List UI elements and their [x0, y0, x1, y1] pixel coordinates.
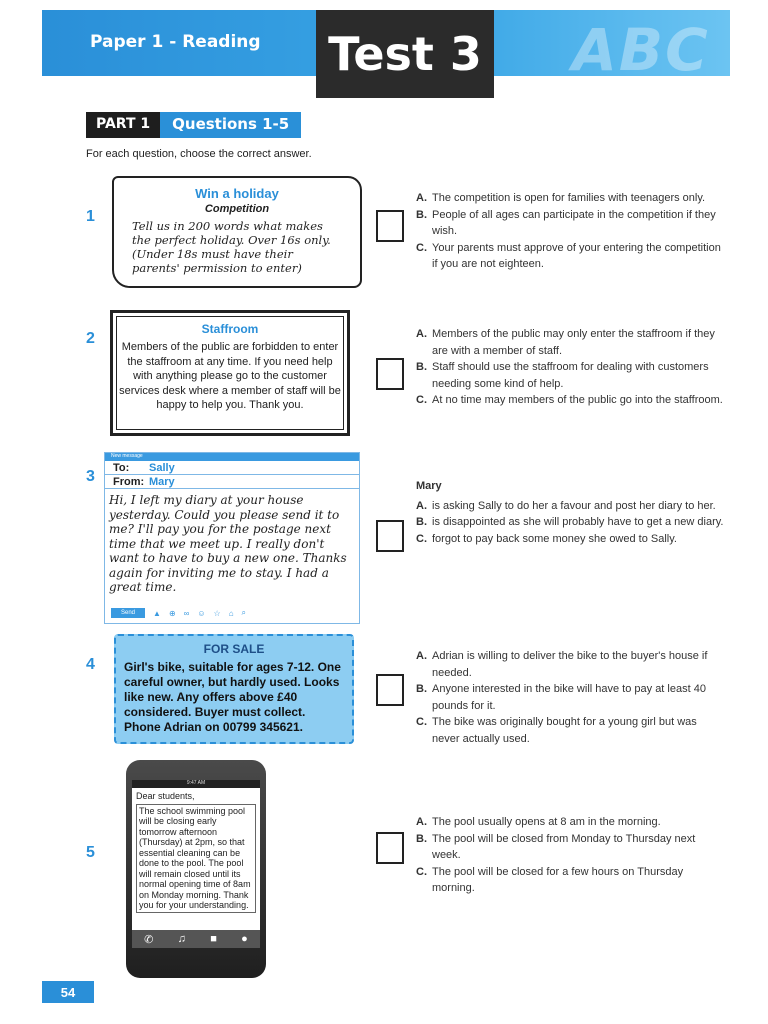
options-4	[416, 648, 726, 747]
answer-box-4[interactable]	[376, 674, 404, 706]
instruction: For each question, choose the correct answer.	[86, 148, 312, 160]
send-button[interactable]: Send	[111, 608, 145, 618]
email-toolbar	[111, 607, 353, 619]
notice-title: Win a holiday	[195, 186, 279, 201]
notice-title: FOR SALE	[203, 642, 265, 656]
phone-dock	[132, 930, 260, 948]
email-titlebar: New message	[105, 453, 359, 461]
phone-image	[126, 760, 266, 978]
email-body: Hi, I left my diary at your house yesterday. Could you please send it to me? I'll pay you for the postage next time that we meet up. I really don't want to have to buy a new one. Thanks again for inviting me to stay. I had a great time.	[109, 493, 347, 594]
answer-box-3[interactable]	[376, 520, 404, 552]
option-c[interactable]: C. Your parents must approve of your entering the competition if you are not eighteen.	[416, 241, 721, 270]
globe-icon: ●	[241, 933, 248, 945]
attach-icon[interactable]: ⊕	[168, 608, 176, 618]
star-icon[interactable]: ☆	[213, 608, 221, 618]
abc-decoration: ABC	[572, 16, 710, 84]
options-2	[416, 326, 726, 409]
phone-screen	[132, 780, 260, 948]
message-greeting: Dear students,	[136, 791, 195, 801]
option-c[interactable]: C. forgot to pay back some money she owed to Sally.	[416, 532, 677, 545]
option-b[interactable]: B. Anyone interested in the bike will have to pay at least 40 pounds for it.	[416, 683, 706, 712]
bag-icon: ■	[210, 933, 217, 945]
option-c[interactable]: C. The pool will be closed for a few hours on Thursday morning.	[416, 865, 684, 894]
notice-body: Tell us in 200 words what makes the perfect holiday. Over 16s only. (Under 18s must have their parents' permission to enter)	[132, 219, 331, 275]
phone-icon: ✆	[144, 933, 154, 946]
message-body: The school swimming pool will be closing early tomorrow afternoon (Thursday) at 2pm, so that essential cleaning can be done to the pool. The pool will remain closed until its normal opening time of 8am on Monday morning. Thank you for your understanding.	[136, 804, 256, 913]
email-window	[104, 452, 360, 624]
option-a[interactable]: A. Members of the public may only enter the staffroom if they are with a member of staff.	[416, 328, 715, 357]
holiday-notice	[112, 176, 362, 288]
page-number: 54	[42, 981, 94, 1003]
option-c[interactable]: C. At no time may members of the public go into the staffroom.	[416, 394, 723, 406]
question-number-3: 3	[86, 468, 95, 485]
notice-body: Girl's bike, suitable for ages 7-12. One careful owner, but hardly used. Looks like new. Any offers above £40 considered. Buyer must collect. Phone Adrian on 00799 345621.	[124, 660, 341, 734]
options-5	[416, 814, 726, 897]
test-title: Test 3	[316, 10, 494, 98]
option-a[interactable]: A. Adrian is willing to deliver the bike to the buyer's house if needed.	[416, 650, 708, 679]
emoji-icon[interactable]: ☺	[197, 608, 206, 618]
answer-box-5[interactable]	[376, 832, 404, 864]
text-message	[132, 788, 260, 916]
question-number-1: 1	[86, 208, 95, 225]
notice-title: Staffroom	[201, 322, 259, 336]
option-b[interactable]: B. is disappointed as she will probably have to get a new diary.	[416, 516, 724, 528]
option-a[interactable]: A. is asking Sally to do her a favour and post her diary to her.	[416, 499, 716, 512]
option-a[interactable]: A. The pool usually opens at 8 am in the morning.	[416, 816, 661, 828]
email-from-row: From: Mary	[105, 475, 359, 489]
format-icon[interactable]: ▲	[153, 608, 161, 618]
question-number-4: 4	[86, 656, 95, 673]
option-c[interactable]: C. The bike was originally bought for a young girl but was never actually used.	[416, 716, 697, 745]
question-number-2: 2	[86, 330, 95, 347]
option-a[interactable]: A. The competition is open for families with teenagers only.	[416, 192, 706, 204]
notice-body: Members of the public are forbidden to enter the staffroom at any time. If you need help with anything please go to the customer services desk where a member of staff will be happy to help you. Thank you.	[119, 341, 341, 411]
notice-subtitle: Competition	[204, 203, 270, 215]
search-icon[interactable]: ⌕	[241, 608, 247, 617]
music-icon: ♫	[177, 933, 186, 945]
part-questions: Questions 1-5	[160, 112, 301, 138]
option-b[interactable]: B. People of all ages can participate in the competition if they wish.	[416, 208, 716, 237]
paper-title: Paper 1 - Reading	[90, 32, 261, 52]
answer-box-2[interactable]	[376, 358, 404, 390]
link-icon[interactable]: ∞	[183, 608, 190, 618]
email-to-row: To: Sally	[105, 461, 359, 475]
part-header	[86, 112, 301, 138]
part-label: PART 1	[86, 112, 160, 138]
image-icon[interactable]: ⌂	[228, 608, 234, 618]
options-1	[416, 190, 726, 273]
question-number-5: 5	[86, 844, 95, 861]
status-bar: 9:47 AM	[132, 780, 260, 788]
speaker-name: Mary	[416, 480, 442, 492]
option-b[interactable]: B. Staff should use the staffroom for dealing with customers needing some kind of help.	[416, 361, 709, 390]
for-sale-notice	[114, 634, 354, 744]
staffroom-notice	[110, 310, 350, 436]
option-b[interactable]: B. The pool will be closed from Monday to Thursday next week.	[416, 832, 696, 861]
options-3	[416, 478, 726, 547]
answer-box-1[interactable]	[376, 210, 404, 242]
